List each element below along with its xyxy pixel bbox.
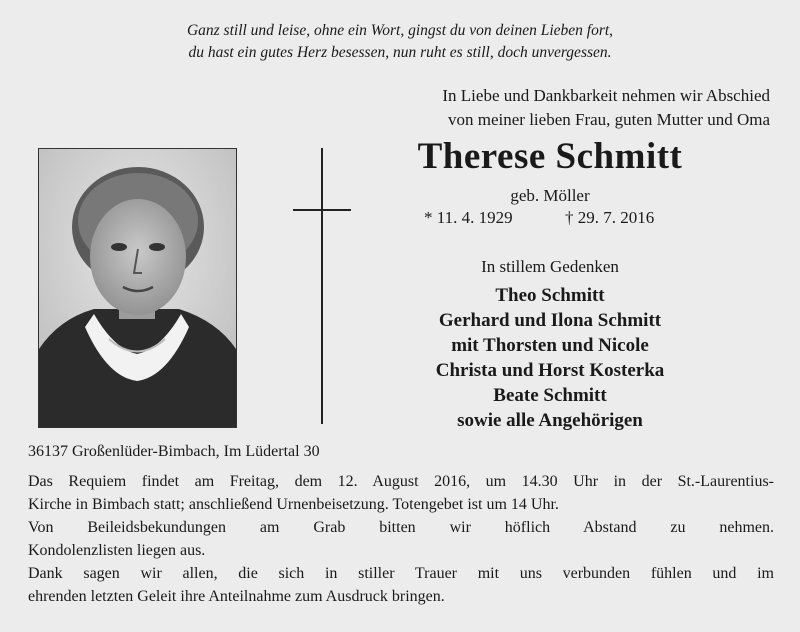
mourner-entry: Beate Schmitt	[493, 385, 607, 406]
body-line: Kondolenzlisten liegen aus.	[28, 542, 206, 559]
mourner-entry: Christa und Horst Kosterka	[435, 360, 665, 381]
birth-date: * 11. 4. 1929	[424, 208, 513, 227]
body-line: Dank sagen wir allen, die sich in stiller Trauer mit uns verbunden fühlen und im	[28, 565, 774, 582]
intro-line: von meiner lieben Frau, guten Mutter und Oma	[448, 110, 770, 129]
service-information	[28, 470, 774, 608]
motto-line: Ganz still und leise, ohne ein Wort, gingst du von deinen Lieben fort,	[186, 22, 614, 39]
motto-line: du hast ein gutes Herz besessen, nun ruht es still, doch unvergessen.	[188, 44, 612, 61]
motto-verse	[0, 20, 800, 64]
body-line: Das Requiem findet am Freitag, dem 12. August 2016, um 14.30 Uhr in der St.-Laurentius-	[28, 473, 774, 490]
mourner-entry: Gerhard und Ilona Schmitt	[438, 310, 662, 331]
body-line: Kirche in Bimbach statt; anschließend Urnenbeisetzung. Totengebet ist um 14 Uhr.	[28, 496, 559, 513]
maiden-name: geb. Möller	[510, 186, 590, 205]
cross-icon-horizontal	[293, 209, 351, 211]
portrait-image	[39, 149, 236, 427]
memory-heading: In stillem Gedenken	[481, 257, 619, 276]
mourners-list	[380, 283, 720, 433]
cross-icon-vertical	[321, 148, 323, 424]
mourner-entry: mit Thorsten und Nicole	[451, 335, 649, 356]
death-date: † 29. 7. 2016	[565, 208, 655, 227]
farewell-intro	[290, 84, 770, 132]
mourner-entry: sowie alle Angehörigen	[457, 410, 643, 431]
body-line: ehrenden letzten Geleit ihre Anteilnahme zum Ausdruck bringen.	[28, 588, 445, 605]
body-line: Von Beileidsbekundungen am Grab bitten wir höflich Abstand zu nehmen.	[28, 519, 774, 536]
portrait-photo	[38, 148, 237, 428]
family-address: 36137 Großenlüder-Bimbach, Im Lüdertal 30	[28, 443, 320, 460]
deceased-name: Therese Schmitt	[417, 136, 683, 177]
intro-line: In Liebe und Dankbarkeit nehmen wir Abschied	[442, 86, 770, 105]
mourner-entry: Theo Schmitt	[495, 285, 605, 306]
